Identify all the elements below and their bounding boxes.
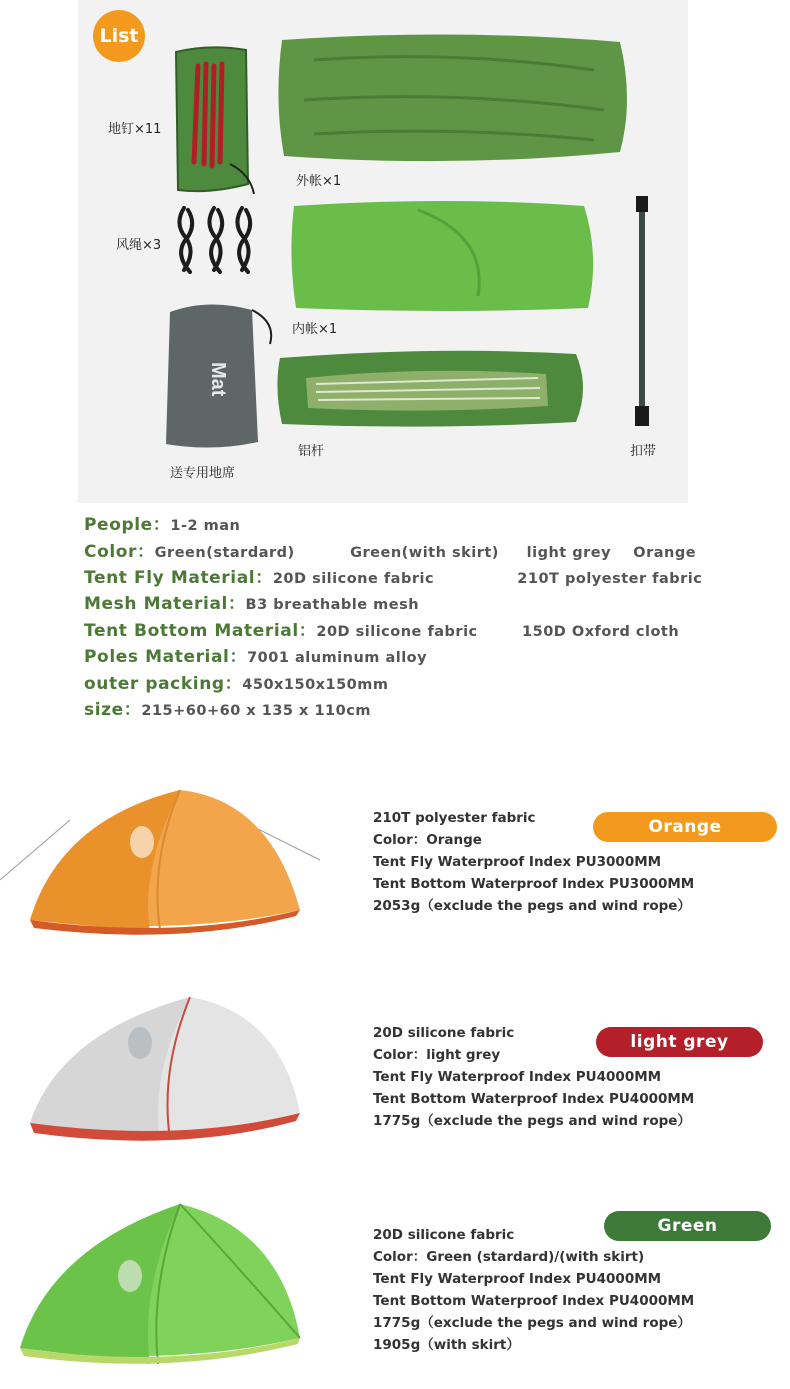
pegs-label: 地钉×11 bbox=[108, 122, 162, 137]
poles-bag-illustration bbox=[276, 344, 596, 430]
spec-poles-material: Poles Material：7001 aluminum alloy bbox=[84, 647, 428, 667]
orange-variant-info bbox=[373, 807, 694, 917]
orange-fabric: 210T polyester fabric bbox=[373, 810, 536, 826]
green-weight: 1775g（exclude the pegs and wind rope） bbox=[373, 1315, 691, 1331]
list-badge: List bbox=[93, 10, 145, 62]
outer-tent-label: 外帐×1 bbox=[296, 174, 342, 189]
variant-orange bbox=[0, 770, 790, 950]
orange-color: Color：Orange bbox=[373, 832, 482, 848]
poles-label: 铝杆 bbox=[298, 444, 325, 459]
mat-label: 送专用地席 bbox=[170, 466, 236, 481]
spec-bottom-material: Tent Bottom Material：20D silicone fabric 150D Oxford cloth bbox=[84, 621, 680, 641]
spec-fly-material: Tent Fly Material：20D silicone fabric 210T polyester fabric bbox=[84, 568, 703, 588]
orange-weight: 2053g（exclude the pegs and wind rope） bbox=[373, 898, 691, 914]
svg-text:Mat: Mat bbox=[207, 362, 229, 397]
mat-bag-illustration bbox=[158, 292, 284, 452]
green-variant-info bbox=[373, 1224, 694, 1356]
green-color-pill: Green bbox=[604, 1211, 771, 1241]
green-fly-waterproof: Tent Fly Waterproof Index PU4000MM bbox=[373, 1271, 662, 1287]
outer-tent-illustration bbox=[274, 30, 634, 166]
green-bottom-waterproof: Tent Bottom Waterproof Index PU4000MM bbox=[373, 1293, 695, 1309]
spec-outer-packing: outer packing：450x150x150mm bbox=[84, 674, 389, 694]
green-weight-with-skirt: 1905g（with skirt） bbox=[373, 1337, 520, 1353]
orange-fly-waterproof: Tent Fly Waterproof Index PU3000MM bbox=[373, 854, 662, 870]
inner-tent-illustration bbox=[288, 196, 604, 314]
strap-illustration bbox=[628, 192, 658, 430]
spec-people: People：1-2 man bbox=[84, 515, 241, 535]
inner-tent-label: 内帐×1 bbox=[292, 322, 338, 337]
green-color: Color：Green (stardard)/(with skirt) bbox=[373, 1249, 645, 1265]
grey-variant-info bbox=[373, 1022, 694, 1132]
strap-label: 扣带 bbox=[630, 444, 657, 459]
orange-bottom-waterproof: Tent Bottom Waterproof Index PU3000MM bbox=[373, 876, 695, 892]
package-contents-photo bbox=[78, 0, 688, 503]
grey-bottom-waterproof: Tent Bottom Waterproof Index PU4000MM bbox=[373, 1091, 695, 1107]
light-grey-color-pill: light grey bbox=[596, 1027, 763, 1057]
orange-color-pill: Orange bbox=[593, 812, 777, 842]
orange-tent-illustration bbox=[0, 780, 330, 945]
green-tent-illustration bbox=[0, 1198, 330, 1378]
green-fabric: 20D silicone fabric bbox=[373, 1227, 515, 1243]
spec-size: size：215+60+60 x 135 x 110cm bbox=[84, 700, 371, 720]
grey-fly-waterproof: Tent Fly Waterproof Index PU4000MM bbox=[373, 1069, 662, 1085]
grey-tent-illustration bbox=[0, 993, 330, 1158]
variant-light-grey bbox=[0, 985, 790, 1165]
grey-fabric: 20D silicone fabric bbox=[373, 1025, 515, 1041]
grey-color: Color：light grey bbox=[373, 1047, 501, 1063]
variant-green bbox=[0, 1190, 790, 1389]
pegs-bag-illustration bbox=[170, 44, 260, 200]
spec-mesh-material: Mesh Material：B3 breathable mesh bbox=[84, 594, 420, 614]
wind-rope-illustration bbox=[170, 204, 260, 276]
wind-rope-label: 风绳×3 bbox=[116, 238, 162, 253]
spec-color: Color：Green(stardard) Green(with skirt) light grey Orange bbox=[84, 542, 697, 562]
grey-weight: 1775g（exclude the pegs and wind rope） bbox=[373, 1113, 691, 1129]
